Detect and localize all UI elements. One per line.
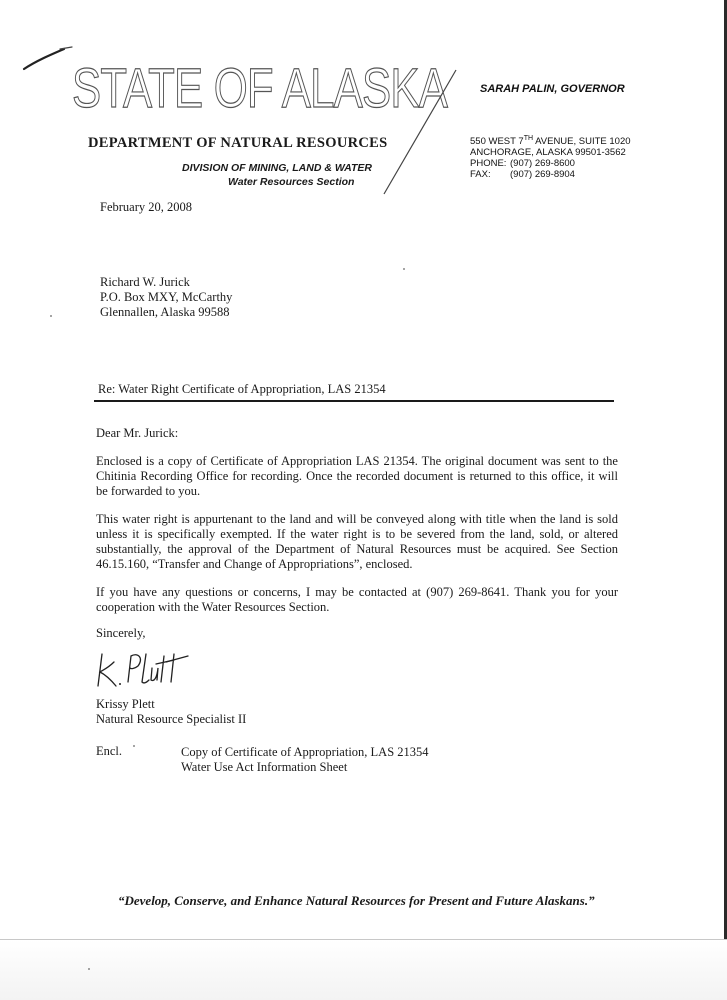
body-paragraph: Enclosed is a copy of Certificate of Appropriation LAS 21354. The original document was sent to the Chitinia Recording Office for recording. Once the recorded document is returned to this office, it will be forwarded to you. (96, 454, 618, 498)
governor-name: SARAH PALIN, GOVERNOR (480, 83, 625, 95)
recipient-address (100, 275, 232, 320)
subject-rule (94, 400, 614, 402)
signer-name: Krissy Plett (96, 697, 155, 711)
recipient-street: P.O. Box MXY, McCarthy (100, 290, 233, 304)
closing: Sincerely, (96, 626, 146, 640)
footer-motto: “Develop, Conserve, and Enhance Natural Resources for Present and Future Alaskans.” (118, 893, 595, 908)
enclosure-item: Copy of Certificate of Appropriation, LAS 21354 (181, 745, 429, 759)
body-paragraph: If you have any questions or concerns, I may be contacted at (907) 269-8641. Thank you for your cooperation with the Water Resources Section. (96, 585, 618, 614)
salutation: Dear Mr. Jurick: (96, 426, 179, 440)
city-state-zip: ANCHORAGE, ALASKA 99501-3562 (470, 147, 626, 159)
scan-bottom-margin (0, 939, 727, 1000)
enclosure-list (181, 745, 429, 775)
state-of-alaska-wordmark: STATE OF ALASKA (72, 56, 448, 119)
enclosure-label: Encl. (96, 744, 123, 758)
street-address: 550 WEST 7TH AVENUE, SUITE 1020 (470, 135, 631, 148)
body-paragraph: This water right is appurtenant to the land and will be conveyed along with title when the land is sold unless it is specifically exempted. If the water right is to be severed from the land, sold, or altered substantially, the approval of the Department of Natural Resources must be acquired. See Section 46.15.160, “Transfer and Change of Appropriations”, enclosed. (96, 512, 618, 571)
office-address (470, 133, 631, 180)
scan-speck (133, 745, 135, 747)
recipient-city: Glennallen, Alaska 99588 (100, 305, 230, 319)
section-name: Water Resources Section (228, 176, 355, 188)
letterhead-divider (380, 68, 460, 196)
handwritten-signature (94, 642, 194, 692)
letter-date: February 20, 2008 (100, 200, 192, 214)
enclosure-item: Water Use Act Information Sheet (181, 760, 348, 774)
pen-mark-icon (20, 45, 80, 75)
signer-title: Natural Resource Specialist II (96, 712, 247, 726)
recipient-name: Richard W. Jurick (100, 275, 190, 289)
subject-line: Re: Water Right Certificate of Appropriation, LAS 21354 (98, 382, 386, 396)
phone-line: PHONE: (907) 269-8600 (470, 158, 575, 170)
department-name: DEPARTMENT OF NATURAL RESOURCES (88, 135, 388, 151)
scan-speck (88, 968, 90, 970)
scan-speck (403, 268, 405, 270)
fax-line: FAX: (907) 269-8904 (470, 169, 575, 181)
division-name: DIVISION OF MINING, LAND & WATER (182, 162, 372, 174)
scan-speck (50, 315, 52, 317)
